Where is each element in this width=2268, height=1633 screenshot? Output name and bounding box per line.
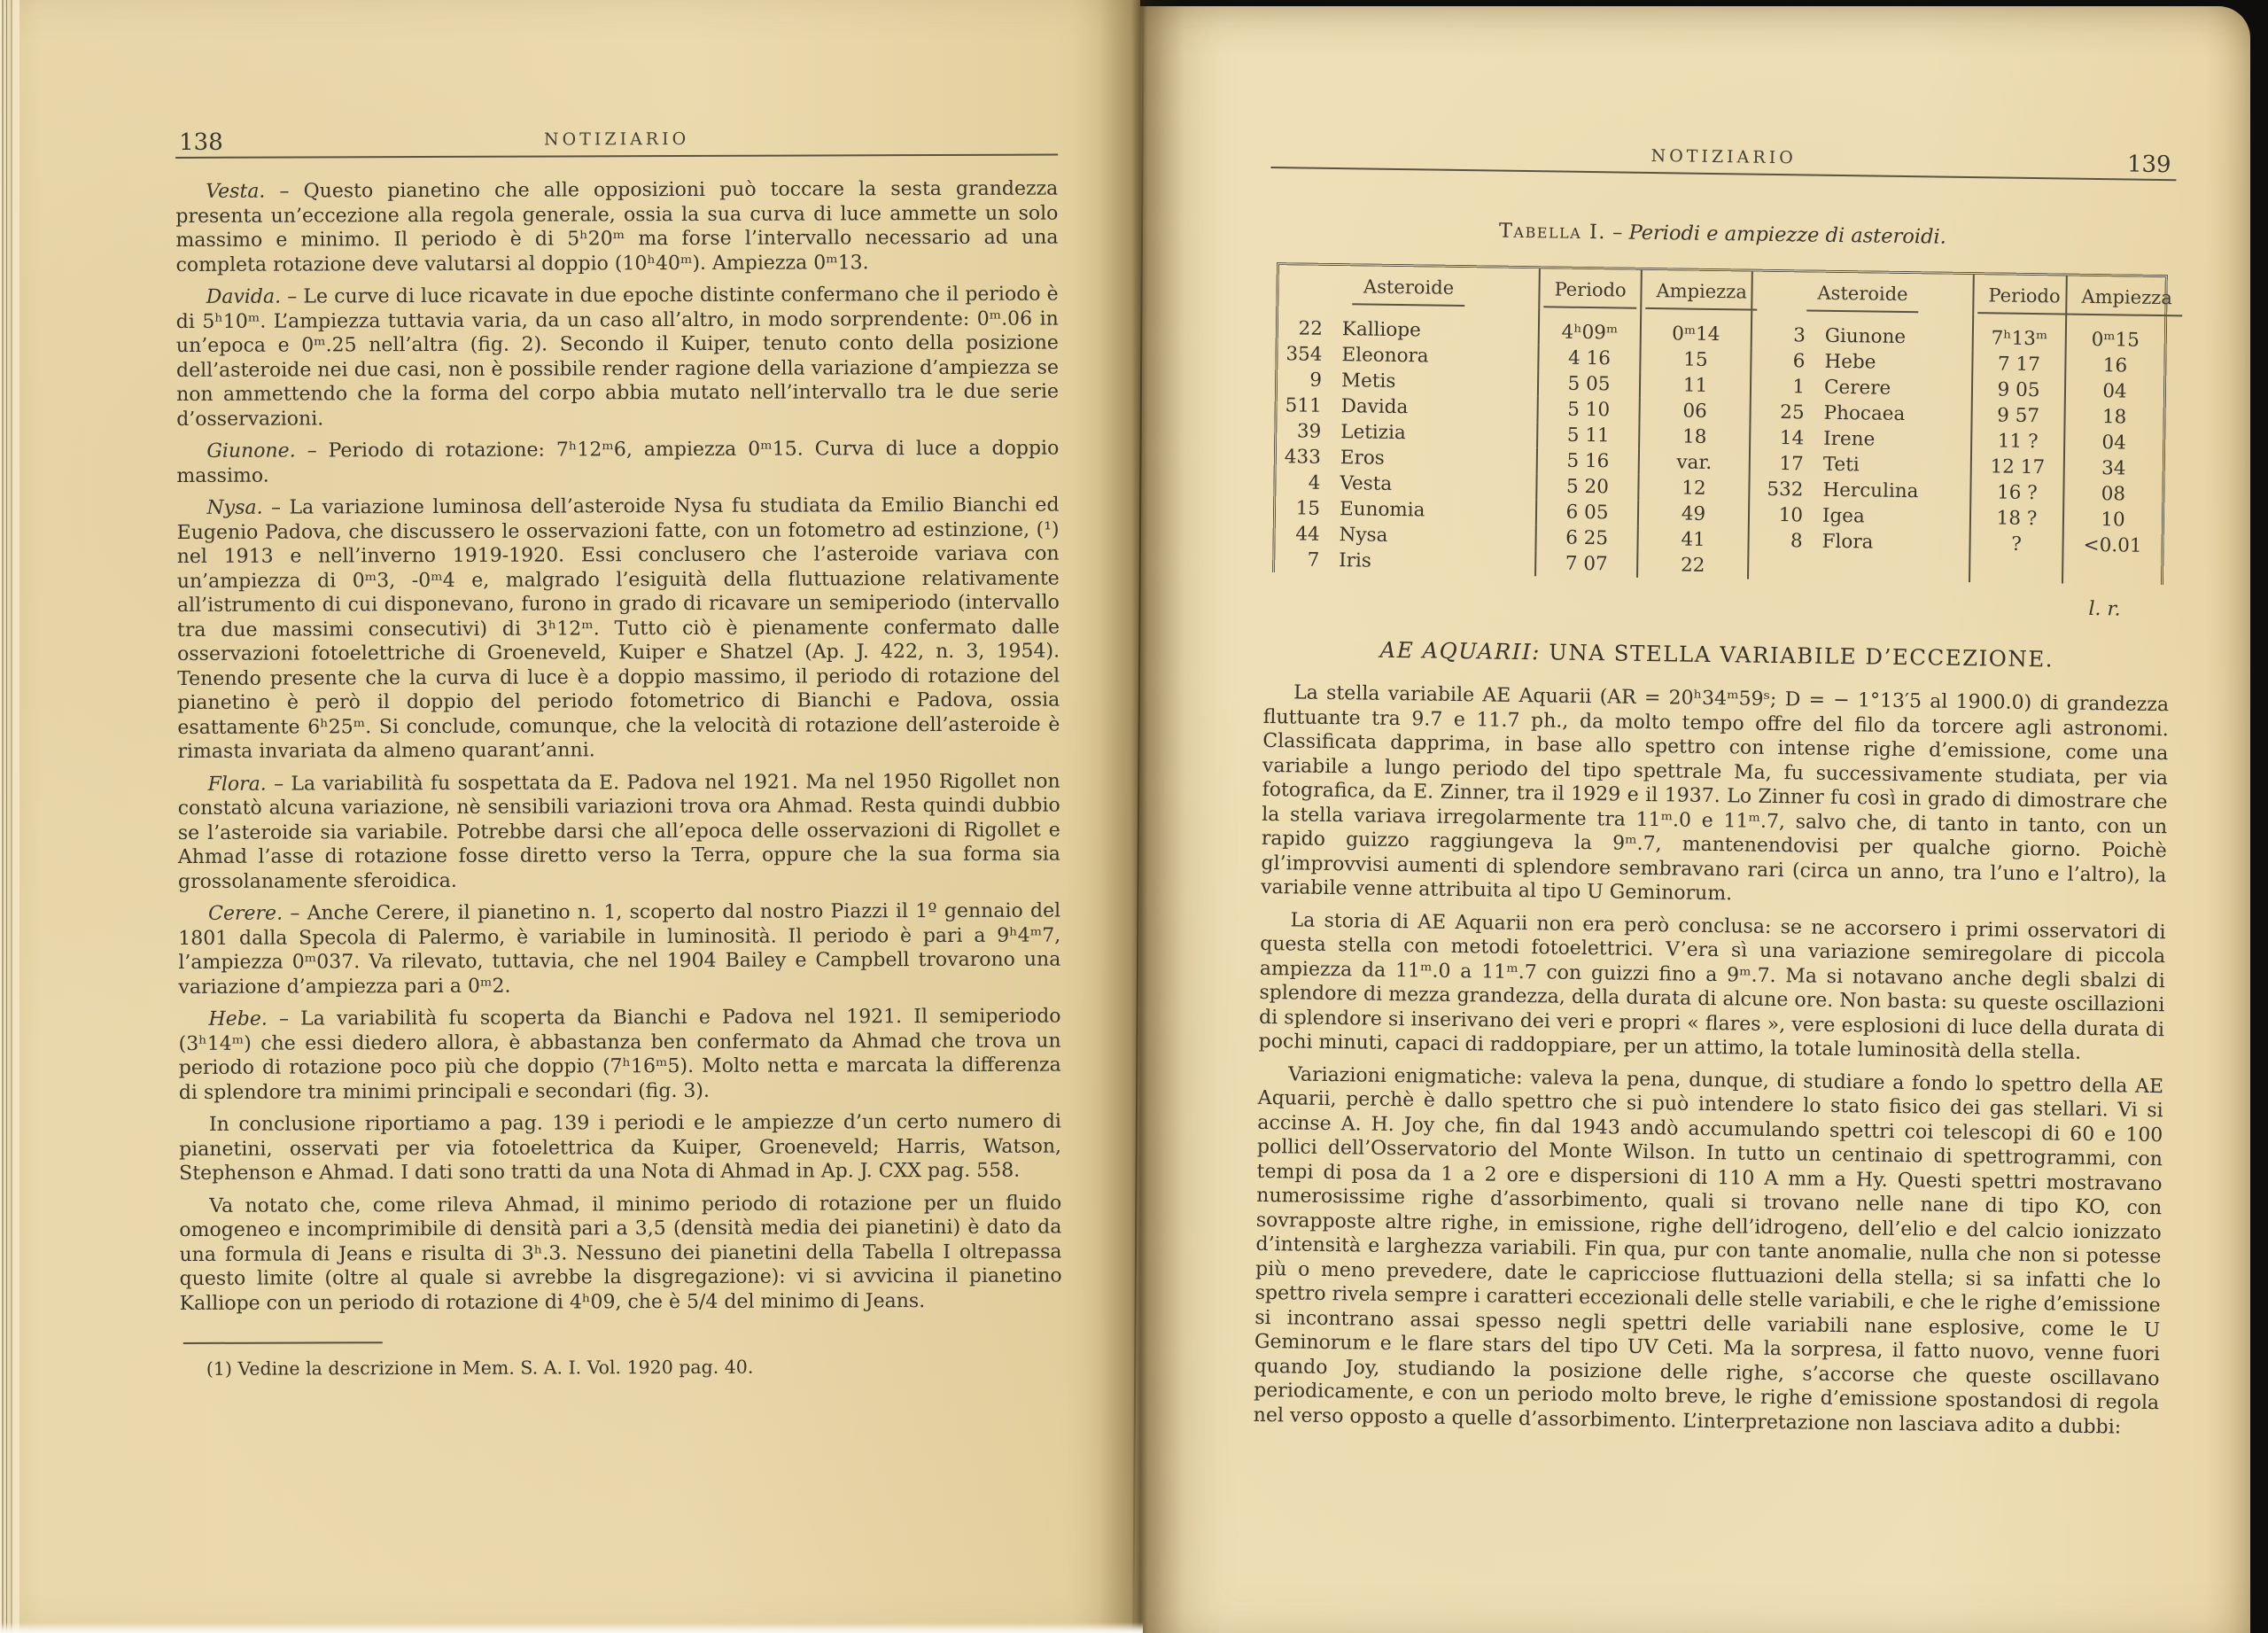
asteroid-name: Phocaea bbox=[1813, 400, 1972, 429]
paragraph-lead-davida: Davida. bbox=[206, 285, 282, 308]
paragraph-text: – Periodo di rotazione: 7ʰ12ᵐ6, ampiezza 0ᵐ15. Curva di luce a doppio massimo. bbox=[176, 437, 1060, 487]
col-header-asteroide-2: Asteroide bbox=[1752, 272, 1975, 314]
paragraph-text: – La variabilità fu sospettata da E. Padova nel 1921. Ma nel 1950 Rigollet non constatò alcuna variazione, nè sensibili variazioni trova ora Ahmad. Resta quindi dubbio se l’asteroide sia variabile. Potrebbe darsi che all’epoca delle osservazioni di Rigollet e Ahmad l’asse di rotazione fosse diretto verso la Terra, oppure che la sua forma sia grossolanamente sferoidica. bbox=[177, 770, 1060, 893]
asteroid-name: Giunone bbox=[1814, 312, 1975, 352]
section-title-rest: UNA STELLA VARIABILE D’ECCEZIONE. bbox=[1548, 639, 2054, 673]
asteroid-name: Hebe bbox=[1814, 349, 1973, 377]
period-value: 16 ? bbox=[1971, 479, 2064, 506]
table-title bbox=[1270, 216, 2175, 252]
asteroid-name: Metis bbox=[1331, 368, 1539, 396]
asteroid-name: Flora bbox=[1811, 529, 1970, 557]
asteroid-number: 511 bbox=[1285, 394, 1322, 417]
paragraph-text: – Questo pianetino che alle opposizioni può toccare la sesta grandezza presenta un’eccezione alla regola generale, ossia la sua curva di luce ammette un solo massimo e minimo. Il periodo è di 5ʰ20ᵐ ma forse l’intervallo necessario ad una completa rotazione deve valutarsi al doppio (10ʰ40ᵐ). Ampiezza 0ᵐ13. bbox=[175, 177, 1059, 276]
paragraph-text: Variazioni enigmatiche: valeva la pena, dunque, di studiare a fondo lo spettro della AE Aquarii, perchè è dallo spettro che si può intendere lo stato fisico dei gas stellari. Vi si accinse A. H. Joy che, fin dal 1943 andò accumulando spettri coi telescopi di 60 e 100 pollici dell’Osservatorio del Monte Wilson. In tutto un centinaio di spettrogrammi, con tempi di posa da 1 a 2 ore e dispersioni di 110 A mm a Hy. Questi spettri mostravano numerosissime righe d’assorbimento, quali si trovano nelle nane di tipo KO, con sovrapposte altre righe, in emissione, righe dell’idrogeno, dell’elio e del calcio ionizzato d’intensità e larghezza variabili. Fin qua, pur con tante anomalie, nulla che non si potesse più o meno prevedere, date le capricciose fluttuazioni della stella; si sa infatti che lo spettro rivela sempre i caratteri eccezionali delle stelle variabili, e che le righe d’emissione si incontrano assai spesso negli spettri delle variabili nane esplosive, come le U Geminorum e le flare stars del tipo UV Ceti. Ma la sorpresa, il fatto nuovo, venne fuori quando Joy, studiando la posizione delle righe, s’accorse che queste oscillavano periodicamente, e con un periodo molto breve, le righe d’emissione spostandosi di regola nel verso opposto a quelle d’assorbimento. L’interpretazione non lasciava adito a dubbi: bbox=[1253, 1062, 2164, 1439]
amplitude-value: 15 bbox=[1641, 346, 1751, 374]
asteroid-number: 10 bbox=[1778, 504, 1804, 527]
asteroid-number: 7 bbox=[1307, 548, 1320, 572]
paragraph-lead-hebe: Hebe. bbox=[208, 1007, 268, 1030]
running-head-title-left: NOTIZIARIO bbox=[543, 128, 690, 150]
amplitude-value: 34 bbox=[2101, 457, 2126, 480]
amplitude-value: 04 bbox=[2102, 380, 2127, 403]
amplitude-value: 18 bbox=[2101, 406, 2127, 429]
asteroid-name: Cerere bbox=[1814, 375, 1973, 403]
table-signature: l. r. bbox=[2088, 597, 2121, 621]
asteroid-name: Kalliope bbox=[1332, 305, 1541, 345]
period-value: 5 10 bbox=[1538, 396, 1640, 424]
asteroid-number bbox=[1749, 554, 1811, 580]
period-value: 5 11 bbox=[1538, 422, 1640, 449]
period-value: 9 57 bbox=[1972, 402, 2065, 429]
amplitude-value bbox=[2063, 558, 2161, 586]
period-value: 9 05 bbox=[1973, 377, 2066, 403]
period-value: 4ʰ09ᵐ bbox=[1540, 307, 1643, 346]
asteroid-number: 17 bbox=[1779, 453, 1804, 476]
paragraph-lead-giunone: Giunone. bbox=[206, 439, 296, 463]
col-header-asteroide-1: Asteroide bbox=[1278, 265, 1541, 307]
asteroid-name: Eunomia bbox=[1329, 496, 1537, 525]
asteroid-name: Igea bbox=[1812, 503, 1971, 532]
paragraph-davida bbox=[176, 283, 1060, 432]
col-header-ampiezza-1: Ampiezza bbox=[1642, 270, 1753, 311]
footnote: (1) Vedine la descrizione in Mem. S. A. I. Vol. 1920 pag. 40. bbox=[206, 1356, 754, 1380]
asteroid-number: 8 bbox=[1790, 530, 1803, 553]
table-title-rest: – Periodi e ampiezze di asteroidi. bbox=[1612, 221, 1947, 249]
period-value: ? bbox=[1970, 531, 2063, 557]
asteroid-name: Nysa bbox=[1328, 522, 1536, 550]
amplitude-value: 06 bbox=[1640, 398, 1751, 425]
col-header-periodo-1: Periodo bbox=[1540, 268, 1643, 309]
asteroid-name: Iris bbox=[1328, 548, 1536, 576]
amplitude-value: 49 bbox=[1639, 501, 1750, 528]
page-right-139 bbox=[1140, 6, 2250, 1633]
asteroid-name: Eleonora bbox=[1331, 342, 1539, 370]
period-value: 18 ? bbox=[1971, 505, 2064, 532]
asteroid-number: 22 bbox=[1298, 317, 1324, 340]
asteroid-number: 14 bbox=[1779, 427, 1805, 450]
asteroid-name: Eros bbox=[1330, 445, 1538, 473]
paragraph-hebe bbox=[178, 1005, 1060, 1105]
asteroid-number: 25 bbox=[1780, 401, 1805, 424]
asteroid-name: Irene bbox=[1813, 426, 1972, 455]
paragraph-nysa bbox=[176, 494, 1060, 765]
header-rule-left bbox=[175, 154, 1058, 159]
paragraph-text: La stella variabile AE Aquarii (AR = 20ʰ34ᵐ59ˢ; D = − 1°13′5 al 1900.0) di grandezza fluttuante tra 9.7 e 11.7 ph., da molto tempo offre del filo da torcere agli astronomi. Classificata dapprima, in base allo spettro con intense righe d’emissione, come una variabile a lungo periodo del tipo spettrale Ma, fu successivamente studiata, per via fotografica, da E. Zinner, tra il 1929 e il 1937. Lo Zinner fu così in grado di dimostrare che la stella variava irregolarmente tra 11ᵐ.0 e 11ᵐ.7, salvo che, di tanto in tanto, con un rapido guizzo raggiungeva la 9ᵐ.7, mantenendovisi per qualche giorno. Poichè gl’improvvisi aumenti di splendore sembravano rari (circa un anno, tra l’uno e l’altro), la variabile venne attribuita al tipo U Geminorum. bbox=[1260, 681, 2170, 906]
asteroid-number: 433 bbox=[1284, 446, 1322, 469]
section-title bbox=[1264, 635, 2170, 673]
paragraph-lead-cerere: Cerere. bbox=[208, 902, 284, 925]
asteroid-number: 9 bbox=[1309, 369, 1323, 392]
paragraph-ae-aquarii-3 bbox=[1254, 1061, 2164, 1440]
period-value: 5 16 bbox=[1538, 447, 1640, 475]
paragraph-va-notato bbox=[179, 1191, 1061, 1316]
section-title-star-name: AE AQUARII: bbox=[1379, 636, 1542, 665]
asteroid-name bbox=[1811, 555, 1970, 583]
col-header-periodo-2: Periodo bbox=[1974, 275, 2068, 315]
paragraph-conclusione bbox=[179, 1110, 1061, 1186]
period-value: 4 16 bbox=[1539, 345, 1641, 372]
paragraph-text: Va notato che, come rileva Ahmad, il minimo periodo di rotazione per un fluido omogeneo e incomprimibile di densità pari a 3,5 (densità media dei pianetini) è dato da una formula di Jeans e risulta di 3ʰ.3. Nessuno dei pianetini della Tabella I oltrepassa questo limite (oltre al quale si avrebbe la disgregazione): vi si avvicina il pianetino Kalliope con un periodo di rotazione di 4ʰ09, che è 5/4 del minimo di Jeans. bbox=[179, 1192, 1062, 1315]
amplitude-value: 10 bbox=[2101, 509, 2125, 532]
amplitude-value: 0ᵐ14 bbox=[1642, 309, 1753, 348]
asteroid-number: 354 bbox=[1285, 343, 1323, 366]
amplitude-value: <0.01 bbox=[2083, 533, 2142, 557]
period-value bbox=[1970, 556, 2063, 583]
paragraph-text: In conclusione riportiamo a pag. 139 i periodi e le ampiezze d’un certo numero di pianetini, osservati per via fotoelettrica da Kuiper, Groeneveld; Harris, Watson, Stephenson e Ahmad. I dati sono tratti da una Nota di Ahmad in Ap. J. CXX pag. 558. bbox=[179, 1110, 1062, 1185]
asteroid-number: 3 bbox=[1792, 324, 1806, 347]
asteroid-number: 1 bbox=[1792, 376, 1806, 399]
amplitude-value: 16 bbox=[2102, 354, 2128, 377]
asteroid-name: Herculina bbox=[1812, 478, 1971, 506]
period-value: 12 17 bbox=[1972, 454, 2065, 480]
page-number-right: 139 bbox=[2126, 151, 2171, 179]
right-page-content bbox=[1253, 132, 2176, 1448]
paragraph-cerere bbox=[178, 899, 1060, 999]
asteroid-number: 44 bbox=[1295, 523, 1320, 546]
period-value: 11 ? bbox=[1972, 428, 2065, 455]
amplitude-value: 41 bbox=[1638, 526, 1749, 554]
amplitude-value: 08 bbox=[2101, 483, 2126, 506]
asteroid-name: Vesta bbox=[1329, 470, 1537, 499]
paragraph-text: La storia di AE Aquarii non era però conclusa: se ne accorsero i primi osservatori di questa stella con metodi fotoelettrici. V’era sì una variazione semiregolare di piccola ampiezza da 11ᵐ.0 a 11ᵐ.7 con guizzi fino a 9ᵐ.7. Ma si notavano anche degli sbalzi di splendore di mezza grandezza, della durata di alcune ore. Non basta: su queste oscillazioni di splendore si inserivano dei veri e propri « flares », vere esplosioni di luce della durata di pochi minuti, capaci di raddoppiare, per un attimo, la totale luminosità della stella. bbox=[1258, 908, 2166, 1064]
period-value: 5 20 bbox=[1537, 473, 1639, 501]
amplitude-value: 0ᵐ15 bbox=[2091, 328, 2140, 352]
paragraph-lead-nysa: Nysa. bbox=[206, 496, 263, 519]
col-header-ampiezza-2: Ampiezza bbox=[2067, 276, 2165, 317]
footnote-rule bbox=[183, 1341, 383, 1344]
paragraph-text: – La variazione luminosa dell’asteroide Nysa fu studiata da Emilio Bianchi ed Eugenio Padova, che discussero le osservazioni fatte, con un fotometro ad estinzione, (¹) nel 1913 e nell’inverno 1919-1920. Essi conclusero che l’asteroide variava con un’ampiezza di 0ᵐ3, -0ᵐ4 e, malgrado l’esiguità della fluttuazione relativamente all’istrumento di cui disponevano, furono in grado di ricavare un semiperiodo (intervallo tra due massimi consecutivi) di 3ʰ12ᵐ. Tutto ciò è pienamente confermato dalle osservazioni fotoelettriche di Groeneveld, Kuiper e Shatzel (Ap. J. 422, n. 3, 1954). Tenendo presente che la curva di luce è a doppio massimo, il periodo di rotazione del pianetino è però il doppio del periodo fotometrico di Bianchi e Padova, ossia esattamente 6ʰ25ᵐ. Si conclude, comunque, che la velocità di rotazione dell’asteroide è rimasta invariata da almeno quarant’anni. bbox=[176, 494, 1060, 763]
paragraph-lead-vesta: Vesta. bbox=[206, 180, 266, 203]
left-page-content bbox=[175, 120, 1062, 1380]
page-bottom-edge bbox=[0, 1622, 1143, 1633]
amplitude-value: 11 bbox=[1641, 372, 1751, 400]
paragraph-giunone bbox=[176, 437, 1059, 488]
table-title-label: Tabella I. bbox=[1498, 219, 1607, 245]
paragraph-text: – Anche Cerere, il pianetino n. 1, scoperto dal nostro Piazzi il 1º gennaio del 1801 dalla Specola di Palermo, è variabile in luminosità. Il periodo è pari a 9ʰ4ᵐ7, l’ampiezza 0ᵐ037. Va rilevato, tuttavia, che nel 1904 Bailey e Campbell trovarono una variazione d’ampiezza pari a 0ᵐ2. bbox=[178, 899, 1061, 999]
period-value: 6 05 bbox=[1537, 499, 1639, 526]
period-value: 7 07 bbox=[1536, 550, 1638, 578]
asteroid-table bbox=[1272, 262, 2172, 585]
paragraph-text: – Le curve di luce ricavate in due epoche distinte confermano che il periodo è di 5ʰ10ᵐ. L’ampiezza tuttavia varia, da un caso all’altro, in modo sorprendente: 0ᵐ.06 in un’epoca e 0ᵐ.25 nell’altra (fig. 2). Secondo il Kuiper, tenuto conto della posizione dell’asteroide nei due casi, non è possibile render ragione della variazione d’ampiezza se non ammettendo che la forma del corpo abbia mutato nell’intervallo tra le due serie d’osservazioni. bbox=[175, 283, 1060, 431]
period-value: 6 25 bbox=[1536, 525, 1638, 552]
paragraph-ae-aquarii-2 bbox=[1258, 907, 2165, 1066]
left-running-head bbox=[175, 120, 1058, 154]
page-number-left: 138 bbox=[179, 128, 223, 156]
asteroid-number: 39 bbox=[1296, 420, 1322, 443]
asteroid-name: Letizia bbox=[1330, 419, 1538, 447]
amplitude-value: 04 bbox=[2101, 432, 2127, 455]
running-head-title-right: NOTIZIARIO bbox=[1651, 145, 1797, 168]
period-value: 5 05 bbox=[1539, 370, 1641, 398]
period-value: 7 17 bbox=[1973, 351, 2066, 377]
paragraph-vesta bbox=[175, 177, 1058, 277]
amplitude-value: 18 bbox=[1640, 424, 1751, 451]
amplitude-value: 12 bbox=[1639, 475, 1750, 502]
asteroid-number: 15 bbox=[1295, 497, 1321, 520]
asteroid-number: 4 bbox=[1308, 471, 1321, 494]
paragraph-text: – La variabilità fu scoperta da Bianchi e Padova nel 1921. Il semiperiodo (3ʰ14ᵐ) che essi diedero allora, è abbastanza ben confermato da Ahmad che trova un periodo di rotazione poco più che doppio (7ʰ16ᵐ5). Molto netta e marcata la differenza di splendore tra minimi principali e secondari (fig. 3). bbox=[178, 1005, 1061, 1104]
asteroid-number: 6 bbox=[1792, 350, 1806, 373]
asteroid-name: Davida bbox=[1330, 393, 1538, 422]
amplitude-value: var. bbox=[1640, 449, 1751, 477]
paragraph-lead-flora: Flora. bbox=[207, 773, 267, 796]
period-value: 7ʰ13ᵐ bbox=[1974, 314, 2068, 352]
page-stack-edge bbox=[0, 0, 19, 1633]
amplitude-value: 22 bbox=[1638, 552, 1749, 579]
asteroid-number: 532 bbox=[1767, 478, 1804, 502]
paragraph-ae-aquarii-1 bbox=[1261, 680, 2169, 913]
asteroid-name: Teti bbox=[1813, 452, 1972, 480]
paragraph-flora bbox=[178, 769, 1060, 894]
